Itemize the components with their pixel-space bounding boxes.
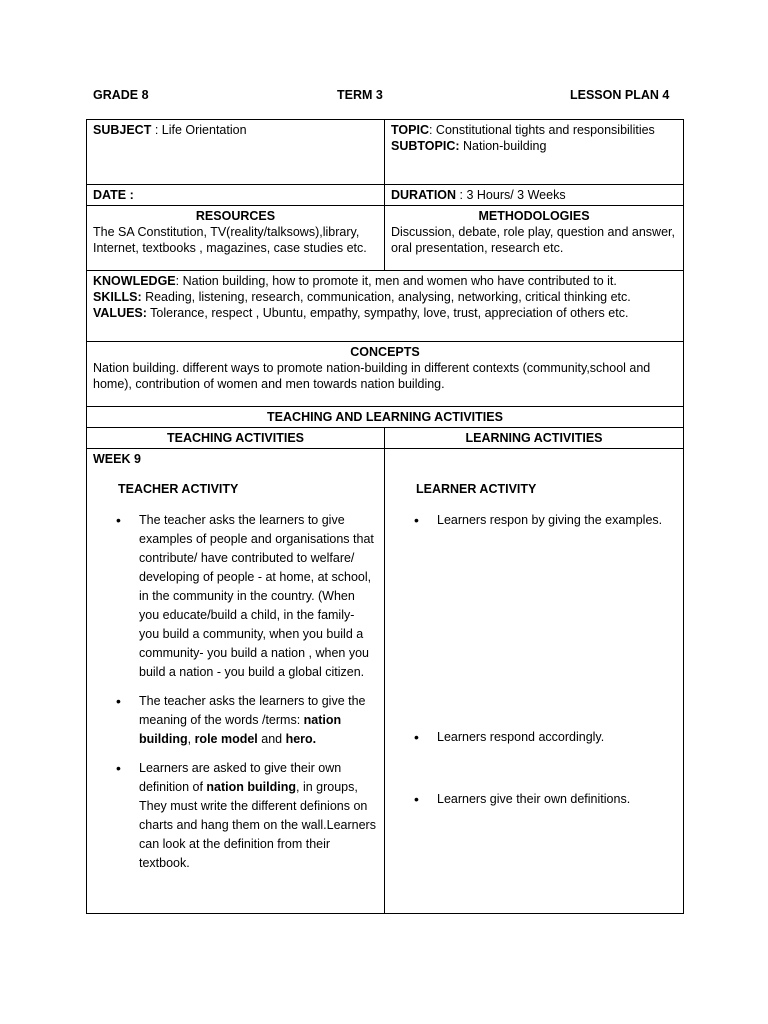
concepts-cell <box>87 342 684 407</box>
activities-row <box>87 449 684 914</box>
tla-title: TEACHING AND LEARNING ACTIVITIES <box>267 410 503 424</box>
concepts-row <box>87 342 684 407</box>
subtopic-value: Nation-building <box>459 139 547 153</box>
lesson-plan-table <box>86 119 684 914</box>
list-item: • Learners give their own definitions. <box>437 790 677 809</box>
list-item: • Learners respond accordingly. <box>437 728 677 747</box>
values-value: Tolerance, respect , Ubuntu, empathy, sympathy, love, trust, appreciation of others etc. <box>146 306 629 320</box>
term-label: TERM 3 <box>337 88 383 102</box>
lesson-plan-label: LESSON PLAN 4 <box>570 88 670 102</box>
teacher-activity-heading: TEACHER ACTIVITY <box>118 482 239 496</box>
methodologies-title: METHODOLOGIES <box>478 209 590 223</box>
skills-value: Reading, listening, research, communication, analysing, networking, critical thinking etc. <box>141 290 631 304</box>
learner-activity-list <box>391 511 677 809</box>
resources-title: RESOURCES <box>195 209 276 223</box>
teaching-activities-heading-cell <box>87 428 385 449</box>
concepts-text: Nation building. different ways to promote nation-building in different contexts (community,school and home), contribution of women and men towards nation building. <box>93 361 651 391</box>
tla-headings-row <box>87 428 684 449</box>
list-item: • The teacher asks the learners to give examples of people and organisations that contribute/ have contributed to welfare/ developing of people - at home, at school, in the community in the country. (When you educate/build a child, in the family- you build a community, when you build a community- you build a nation , when you build a nation - you build a global citizen. <box>139 511 378 682</box>
list-item: • Learners respon by giving the examples. <box>437 511 677 530</box>
subject-value: : Life Orientation <box>151 123 247 137</box>
list-item: • The teacher asks the learners to give the meaning of the words /terms: nation building, role model and hero. <box>139 692 378 749</box>
learning-activities-heading: LEARNING ACTIVITIES <box>465 431 603 445</box>
teaching-activities-heading: TEACHING ACTIVITIES <box>166 431 305 445</box>
list-item: • Learners are asked to give their own definition of nation building, in groups, They must write the different definions on charts and hang them on the wall.Learners can look at the definition from their textbook. <box>139 759 378 873</box>
values-label: VALUES: <box>93 306 147 320</box>
topic-label: TOPIC <box>391 123 429 137</box>
teacher-activity-list <box>93 511 378 873</box>
knowledge-label: KNOWLEDGE <box>93 274 176 288</box>
knowledge-skills-values-cell <box>87 271 684 342</box>
duration-cell <box>385 185 684 206</box>
subject-row <box>87 120 684 185</box>
subject-label: SUBJECT <box>93 123 152 137</box>
week-label: WEEK 9 <box>93 452 141 466</box>
date-cell <box>87 185 385 206</box>
teacher-activities-cell <box>87 449 385 914</box>
topic-cell <box>385 120 684 185</box>
topic-value: : Constitutional tights and responsibilities <box>428 123 655 137</box>
skills-label: SKILLS: <box>93 290 142 304</box>
learning-activities-heading-cell <box>385 428 684 449</box>
duration-label: DURATION <box>391 188 457 202</box>
subtopic-label: SUBTOPIC: <box>391 139 460 153</box>
date-row <box>87 185 684 206</box>
duration-value: : 3 Hours/ 3 Weeks <box>456 188 566 202</box>
learner-activities-cell <box>385 449 684 914</box>
resources-text: The SA Constitution, TV(reality/talksows),library, Internet, textbooks , magazines, case studies etc. <box>93 225 367 255</box>
tla-title-cell <box>87 407 684 428</box>
subject-cell <box>87 120 385 185</box>
knowledge-skills-values-row <box>87 271 684 342</box>
methodologies-cell <box>385 206 684 271</box>
knowledge-value: : Nation building, how to promote it, men and women who have contributed to it. <box>175 274 617 288</box>
learner-activity-heading: LEARNER ACTIVITY <box>416 482 537 496</box>
date-label: DATE : <box>93 188 134 202</box>
concepts-title: CONCEPTS <box>350 345 420 359</box>
grade-label: GRADE 8 <box>93 88 149 102</box>
resources-cell <box>87 206 385 271</box>
methodologies-text: Discussion, debate, role play, question and answer, oral presentation, research etc. <box>391 225 675 255</box>
tla-title-row <box>87 407 684 428</box>
resources-row <box>87 206 684 271</box>
